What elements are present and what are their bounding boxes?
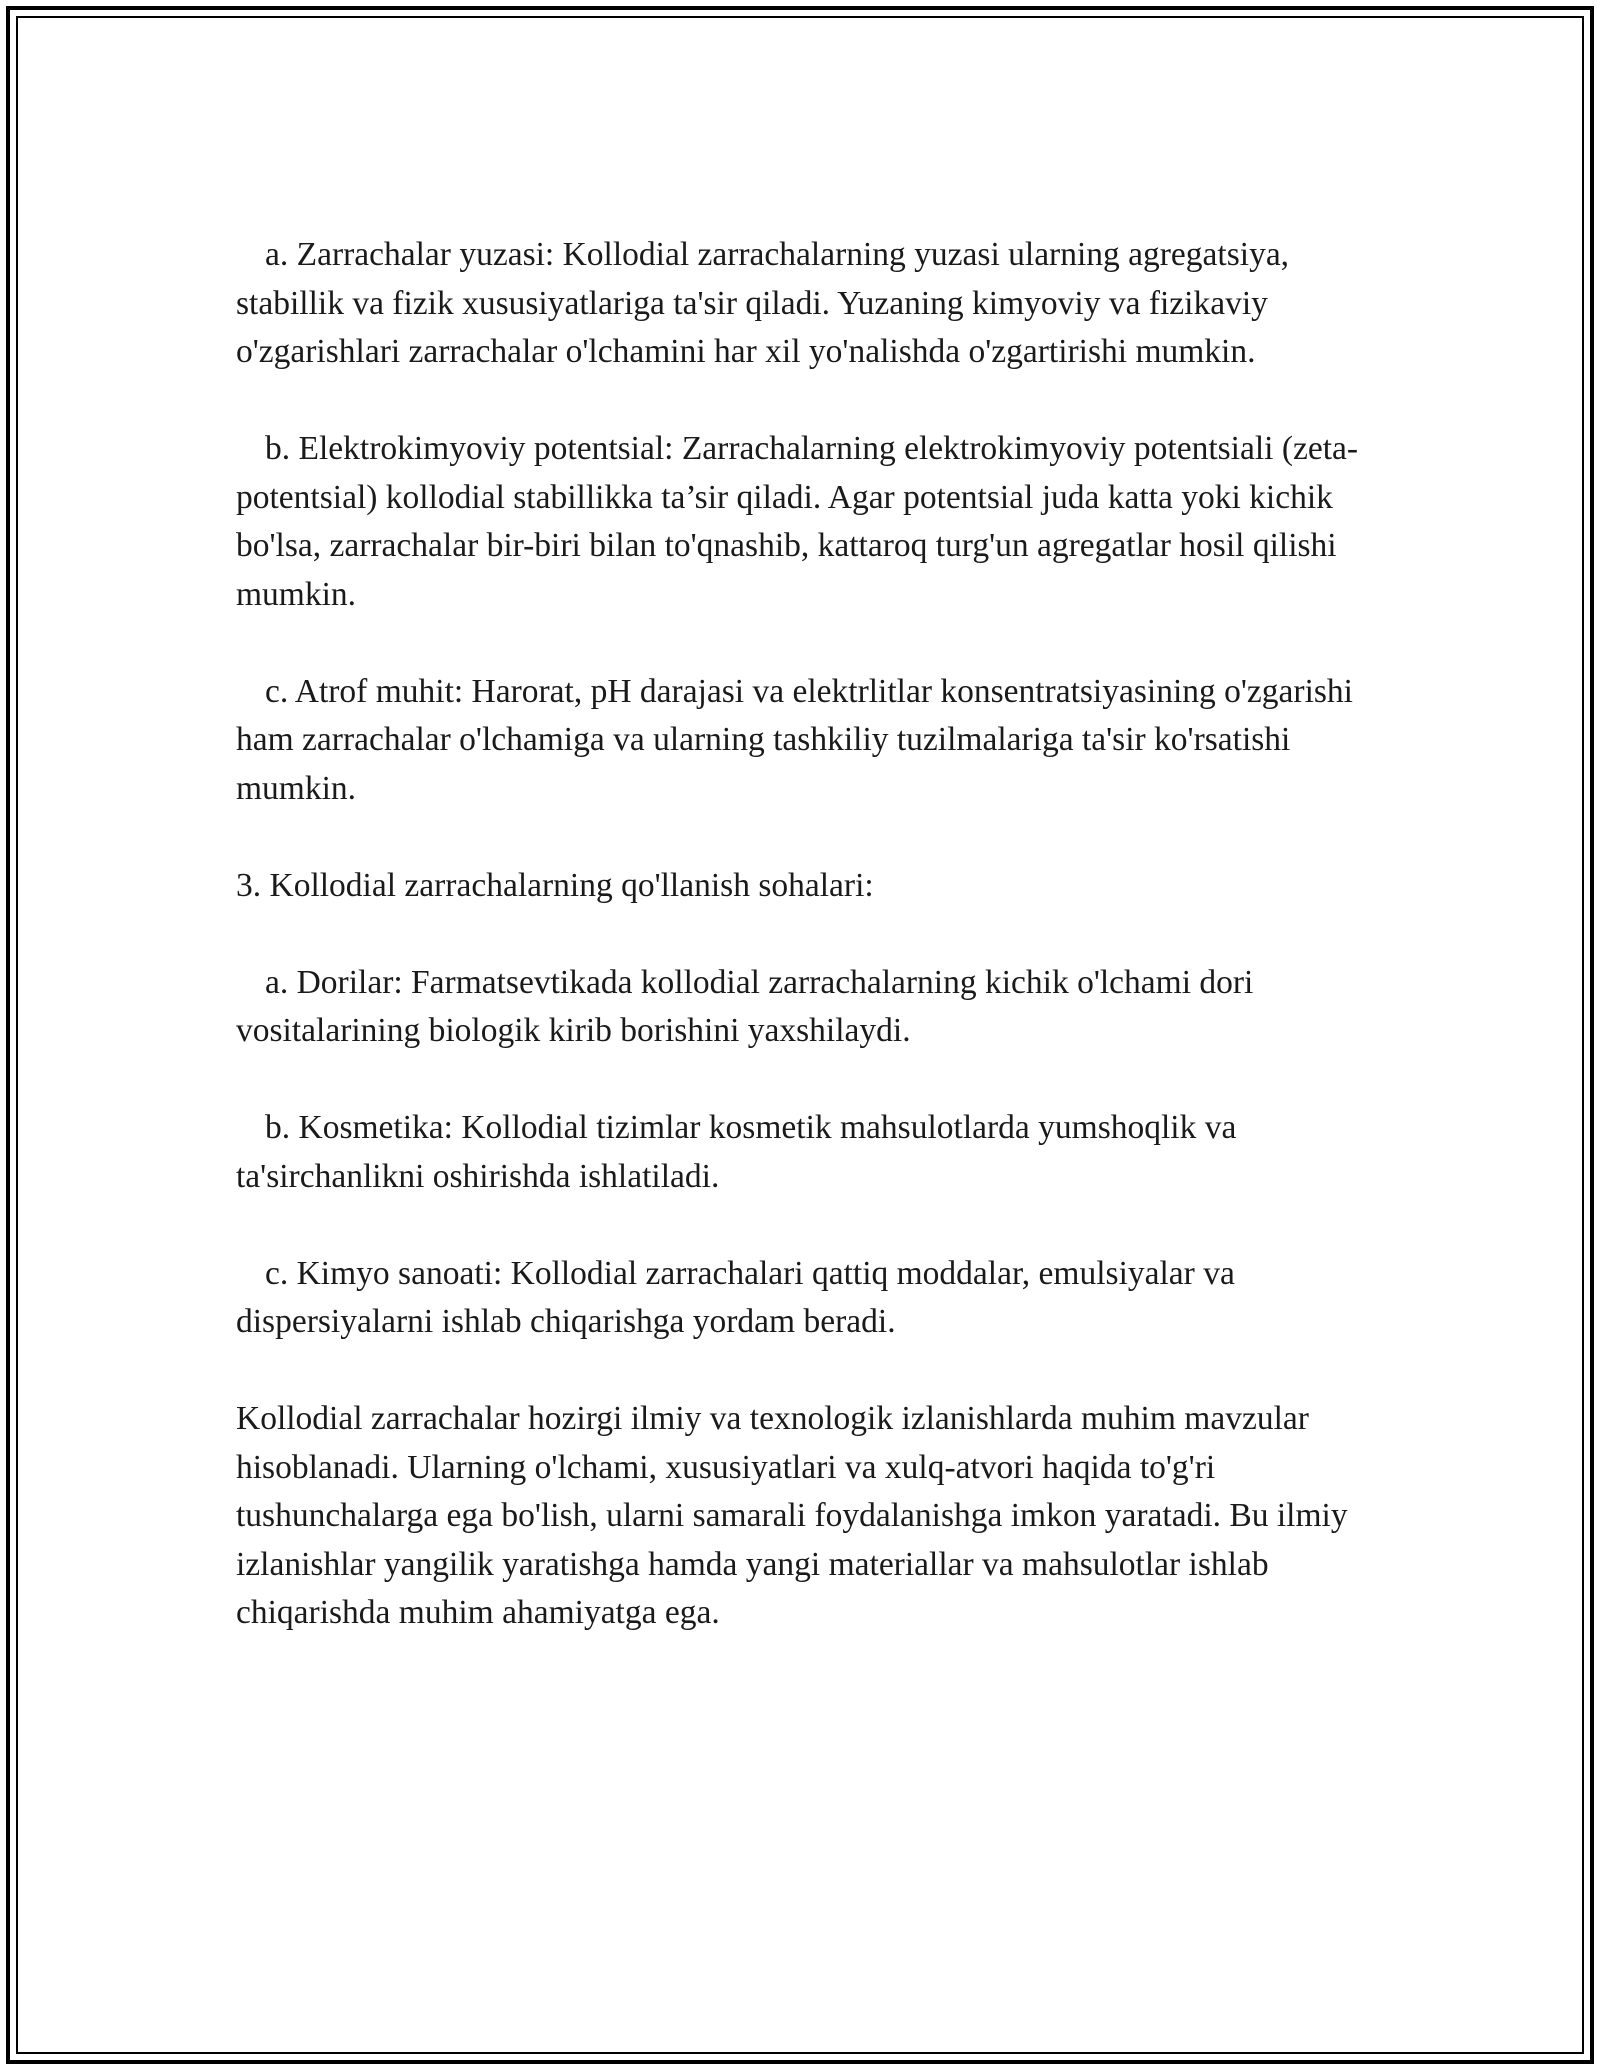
paragraph-medicines: a. Dorilar: Farmatsevtikada kollodial zarrachalarning kichik o'lchami dori vositalarining biologik kirib borishini yaxshilaydi. bbox=[236, 963, 1262, 1049]
paragraph-chemical-industry: c. Kimyo sanoati: Kollodial zarrachalari qattiq moddalar, emulsiyalar va dispersiyalarni ishlab chiqarishga yordam beradi. bbox=[236, 1254, 1244, 1340]
paragraph-surface: a. Zarrachalar yuzasi: Kollodial zarrachalarning yuzasi ularning agregatsiya, stabillik va fizik xususiyatlariga ta'sir qiladi. Yuzaning kimyoviy va fizikaviy o'zgarishlari zarrachalar o'lchamini har xil yo'nalishda o'zgartirishi mumkin. bbox=[236, 236, 1298, 370]
document-body bbox=[236, 231, 1366, 1686]
paragraph-environment: c. Atrof muhit: Harorat, pH darajasi va elektrlitlar konsentratsiyasining o'zgarishi ham zarrachalar o'lchamiga va ularning tashkiliy tuzilmalariga ta'sir ko'rsatishi mumkin. bbox=[236, 672, 1362, 807]
paragraph-cosmetics: b. Kosmetika: Kollodial tizimlar kosmetik mahsulotlarda yumshoqlik va ta'sirchanlikni oshirishda ishlatiladi. bbox=[236, 1109, 1245, 1195]
paragraph-electrochemical-potential: b. Elektrokimyoviy potentsial: Zarrachalarning elektrokimyoviy potentsiali (zeta-potentsial) kollodial stabillikka ta’sir qiladi. Agar potentsial juda katta yoki kichik bo'lsa, zarrachalar bir-biri bilan to'qnashib, kattaroq turg'un agregatlar hosil qilishi mumkin. bbox=[236, 430, 1359, 613]
paragraph-conclusion: Kollodial zarrachalar hozirgi ilmiy va texnologik izlanishlarda muhim mavzular hisoblanadi. Ularning o'lchami, xususiyatlari va xulq-atvori haqida to'g'ri tushunchalarga ega bo'lish, ularni samarali foydalanishga imkon yaratadi. Bu ilmiy izlanishlar yangilik yaratishga hamda yangi materiallar va mahsulotlar ishlab chiqarishda muhim ahamiyatga ega. bbox=[236, 1400, 1356, 1631]
section-heading-applications: 3. Kollodial zarrachalarning qo'llanish sohalari: bbox=[236, 866, 874, 904]
